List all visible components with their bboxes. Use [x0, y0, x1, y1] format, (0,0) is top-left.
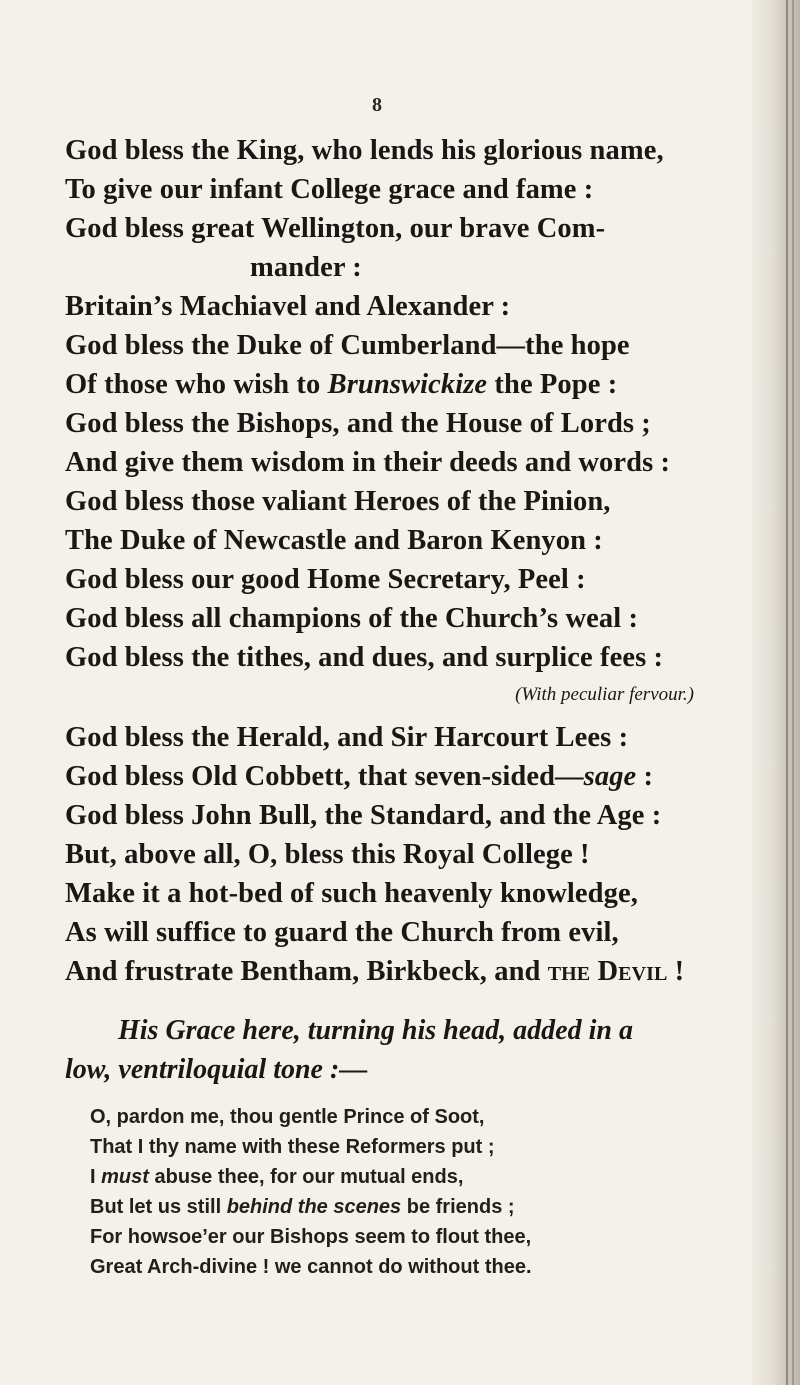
speech-line: O, pardon me, thou gentle Prince of Soot,	[90, 1106, 485, 1128]
verse-text: And frustrate Bentham, Birkbeck, and	[65, 956, 548, 987]
aside-note: (With peculiar fervour.)	[515, 684, 694, 705]
verse-line	[65, 761, 653, 793]
speech-line	[90, 1166, 463, 1189]
edge-line	[792, 0, 794, 1385]
verse-line: Britain’s Machiavel and Alexander :	[65, 291, 511, 322]
speech-line: For howsoe’er our Bishops seem to flout thee,	[90, 1226, 532, 1248]
verse-text: Of those who wish to	[65, 369, 328, 400]
verse-line: God bless great Wellington, our brave Com-	[65, 213, 606, 244]
verse-line: God bless our good Home Secretary, Peel :	[65, 564, 586, 595]
verse-line: And give them wisdom in their deeds and words :	[65, 447, 671, 478]
edge-line	[786, 0, 788, 1385]
verse-line: God bless John Bull, the Standard, and the Age :	[65, 800, 662, 831]
verse-line	[65, 956, 684, 988]
speech-emphasis: behind the scenes	[226, 1196, 402, 1218]
verse-smallcaps: the Devil	[547, 956, 668, 987]
verse-emphasis: sage	[583, 761, 637, 792]
verse-emphasis: Brunswickize	[327, 369, 488, 400]
verse-text: :	[636, 761, 654, 792]
verse-line: God bless the Duke of Cumberland—the hope	[65, 330, 630, 361]
verse-line: God bless the Herald, and Sir Harcourt Lees :	[65, 722, 629, 753]
speech-line: Great Arch-divine ! we cannot do without thee.	[90, 1256, 532, 1278]
verse-line: God bless those valiant Heroes of the Pinion,	[65, 486, 611, 517]
verse-line: God bless all champions of the Church’s weal :	[65, 603, 639, 634]
verse-line: God bless the Bishops, and the House of Lords ;	[65, 408, 651, 439]
verse-line: Make it a hot-bed of such heavenly knowledge,	[65, 878, 638, 909]
speech-text: I	[90, 1166, 102, 1188]
verse-line: mander :	[250, 252, 362, 283]
verse-line: As will suffice to guard the Church from evil,	[65, 917, 619, 948]
speech-text: But let us still	[90, 1196, 227, 1218]
speech-text: be friends ;	[401, 1196, 515, 1218]
verse-text: !	[667, 956, 685, 987]
verse-text: the Pope :	[487, 369, 618, 400]
verse-text: God bless Old Cobbett, that seven-sided—	[65, 761, 584, 792]
verse-line	[65, 369, 617, 401]
page-number: 8	[372, 94, 382, 116]
speech-line: That I thy name with these Reformers put ;	[90, 1136, 495, 1158]
verse-line: But, above all, O, bless this Royal College !	[65, 839, 590, 870]
stage-direction: low, ventriloquial tone :—	[65, 1054, 368, 1085]
verse-line: The Duke of Newcastle and Baron Kenyon :	[65, 525, 603, 556]
verse-line: God bless the King, who lends his glorious name,	[65, 135, 664, 166]
verse-line: God bless the tithes, and dues, and surplice fees :	[65, 642, 664, 673]
speech-line	[90, 1196, 515, 1219]
speech-text: abuse thee, for our mutual ends,	[148, 1166, 464, 1188]
stage-direction: His Grace here, turning his head, added in a	[118, 1015, 633, 1046]
verse-line: To give our infant College grace and fame :	[65, 174, 594, 205]
speech-emphasis: must	[101, 1166, 149, 1188]
